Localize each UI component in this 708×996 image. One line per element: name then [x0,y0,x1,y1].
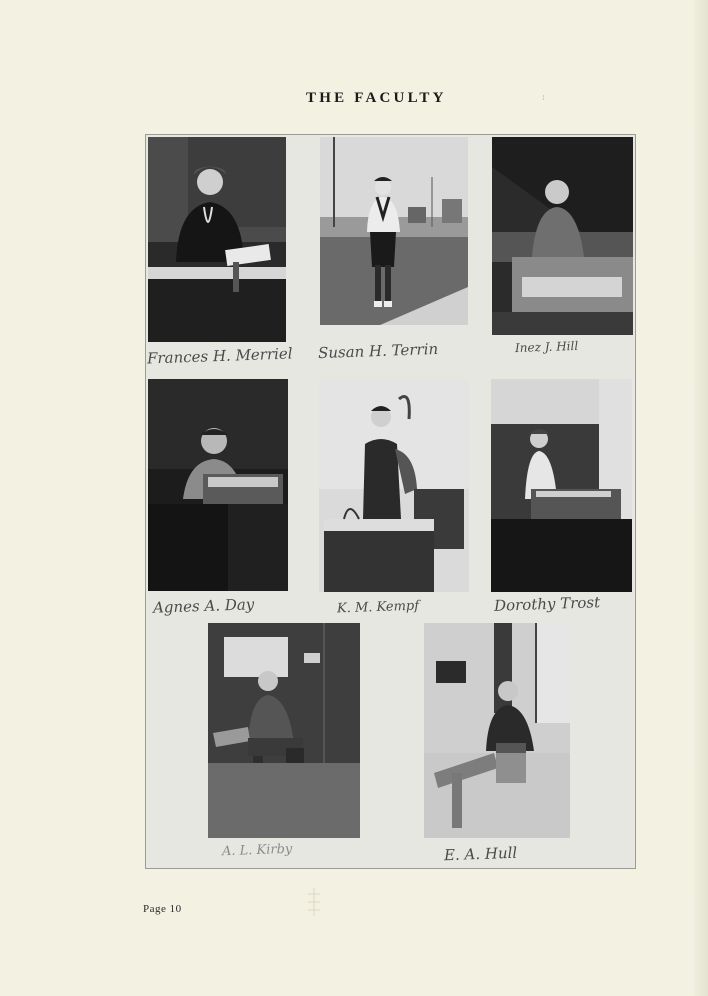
page-number: Page 10 [143,903,182,915]
faculty-photo-8 [424,623,570,838]
faculty-photo-6 [491,379,632,592]
signature-3: Inez J. Hill [514,338,579,356]
page-mark: · · [542,92,547,104]
faculty-photo-5 [319,379,469,592]
faculty-photo-3 [492,137,633,335]
signature-6: Dorothy Trost [493,593,601,615]
photo-plate [145,134,636,869]
faculty-photo-2 [320,137,468,325]
signature-7: A. L. Kirby [221,841,293,860]
faculty-photo-1 [148,137,286,342]
signature-2: Susan H. Terrin [317,339,439,363]
signature-1: Frances H. Merriel [146,344,293,368]
faculty-photo-4 [148,379,288,591]
page-title: THE FACULTY [306,90,447,106]
page-edge [694,0,708,996]
signature-5: K. M. Kempf [336,598,420,617]
signature-4: Agnes A. Day [152,595,255,617]
library-stamp-mark [305,888,323,916]
signature-8: E. A. Hull [443,843,518,865]
faculty-photo-7 [208,623,360,838]
